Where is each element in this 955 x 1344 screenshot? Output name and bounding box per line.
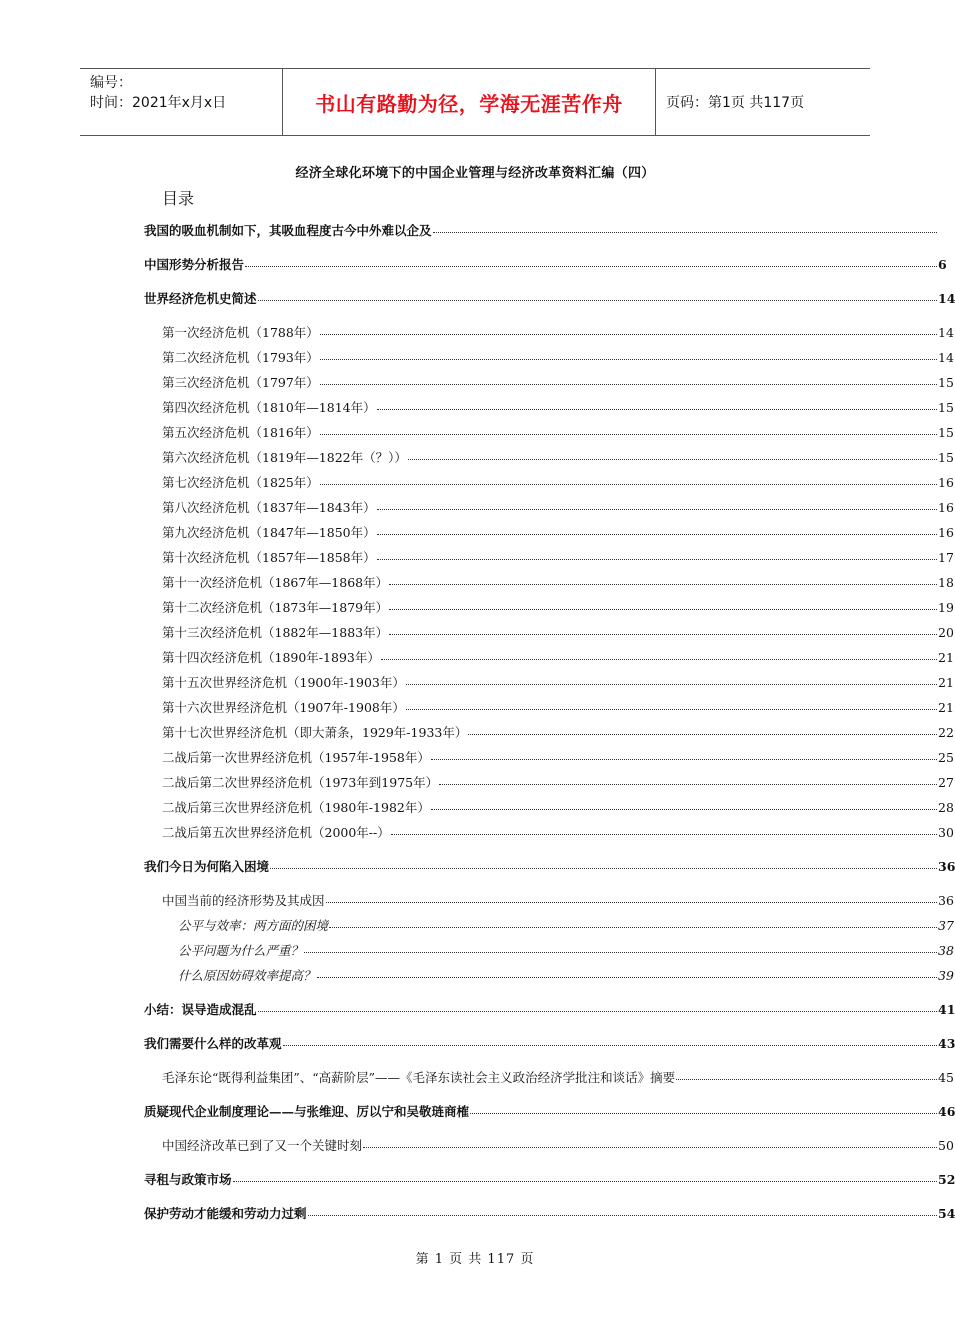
toc-leader-dots xyxy=(381,645,937,660)
toc-entry-text: 二战后第二次世界经济危机（1973年到1975年） xyxy=(162,775,439,790)
toc-page-number: 16 xyxy=(938,475,954,490)
motto: 书山有路勤为径，学海无涯苦作舟 xyxy=(315,91,623,116)
toc-leader-dots xyxy=(320,345,937,360)
toc-page-number: 28 xyxy=(938,800,954,815)
toc-entry[interactable] xyxy=(162,697,954,717)
toc-leader-dots xyxy=(468,720,937,735)
toc-entry-text: 第十一次经济危机（1867年—1868年） xyxy=(162,575,389,590)
toc-page-number: 20 xyxy=(938,625,954,640)
toc-entry-text: 第十四次经济危机（1890年-1893年） xyxy=(162,650,380,665)
toc-entry-text: 我们今日为何陷入困境 xyxy=(144,859,270,874)
toc-leader-dots xyxy=(391,820,937,835)
toc-entry[interactable] xyxy=(144,999,955,1019)
toc-page-number: 27 xyxy=(938,775,954,790)
toc-entry-text: 第十五次世界经济危机（1900年-1903年） xyxy=(162,675,405,690)
toc-page-number: 22 xyxy=(938,725,954,740)
toc-leader-dots xyxy=(377,545,937,560)
toc-page-number: 15 xyxy=(938,425,954,440)
toc-leader-dots xyxy=(329,913,937,928)
toc-entry-text: 第八次经济危机（1837年—1843年） xyxy=(162,500,376,515)
toc-entry[interactable] xyxy=(144,1203,955,1223)
toc-leader-dots xyxy=(245,252,937,267)
toc-entry[interactable] xyxy=(162,472,954,492)
toc-entry[interactable] xyxy=(162,772,954,792)
toc-entry[interactable] xyxy=(144,1101,955,1121)
toc-page-number: 38 xyxy=(938,943,954,958)
toc-page-number: 21 xyxy=(938,700,954,715)
toc-leader-dots xyxy=(389,570,937,585)
toc-page-number: 41 xyxy=(938,1002,955,1017)
toc-entry-text: 中国当前的经济形势及其成因 xyxy=(162,893,325,908)
toc-entry[interactable] xyxy=(178,915,954,935)
toc-leader-dots xyxy=(283,1031,937,1046)
toc-entry[interactable] xyxy=(144,220,950,240)
toc-entry[interactable] xyxy=(162,347,954,367)
toc-entry[interactable] xyxy=(144,254,950,274)
toc-page-number: 36 xyxy=(938,859,955,874)
toc-entry[interactable] xyxy=(162,747,954,767)
toc-entry[interactable] xyxy=(144,1033,955,1053)
toc-leader-dots xyxy=(326,888,937,903)
toc-entry-text: 毛泽东论“既得利益集团”、“高薪阶层”——《毛泽东读社会主义政治经济学批注和谈话》摘要 xyxy=(162,1070,676,1085)
toc-page-number: 21 xyxy=(938,675,954,690)
toc-entry[interactable] xyxy=(162,722,954,742)
toc-heading: 目录 xyxy=(162,189,195,208)
toc-entry-text: 什么原因妨碍效率提高？ xyxy=(178,968,316,983)
toc-entry-text: 公平问题为什么严重？ xyxy=(178,943,304,958)
toc-entry-text: 第四次经济危机（1810年—1814年） xyxy=(162,400,376,415)
page-footer: 第 1 页 共 117 页 xyxy=(415,1252,535,1267)
toc-entry-text: 世界经济危机史简述 xyxy=(144,291,257,306)
toc-entry-text: 第三次经济危机（1797年） xyxy=(162,375,319,390)
document-title: 经济全球化环境下的中国企业管理与经济改革资料汇编（四） xyxy=(295,166,655,181)
toc-leader-dots xyxy=(258,997,937,1012)
toc-entry[interactable] xyxy=(178,965,954,985)
toc-page-number: 36 xyxy=(938,893,954,908)
toc-entry-text: 第十次经济危机（1857年—1858年） xyxy=(162,550,376,565)
toc-entry[interactable] xyxy=(162,622,954,642)
toc-page-number: 19 xyxy=(938,600,954,615)
toc-page-number: 17 xyxy=(938,550,954,565)
toc-entry[interactable] xyxy=(162,647,954,667)
toc-page-number: 25 xyxy=(938,750,954,765)
toc-page-number: 52 xyxy=(938,1172,955,1187)
toc-entry-text: 第七次经济危机（1825年） xyxy=(162,475,319,490)
toc-leader-dots xyxy=(431,745,937,760)
toc-page-number: 14 xyxy=(938,325,954,340)
toc-entry[interactable] xyxy=(162,547,954,567)
toc-entry-text: 第一次经济危机（1788年） xyxy=(162,325,319,340)
toc-leader-dots xyxy=(320,320,937,335)
toc-leader-dots xyxy=(377,495,937,510)
time-label: 时间：2021年x月x日 xyxy=(90,95,227,111)
toc-entry-text: 中国形势分析报告 xyxy=(144,257,245,272)
toc-entry-text: 第五次经济危机（1816年） xyxy=(162,425,319,440)
toc-entry[interactable] xyxy=(162,447,954,467)
toc-entry[interactable] xyxy=(162,797,954,817)
toc-entry-text: 第十七次世界经济危机（即大萧条，1929年-1933年） xyxy=(162,725,468,740)
toc-page-number: 43 xyxy=(938,1036,955,1051)
toc-entry-text: 二战后第三次世界经济危机（1980年-1982年） xyxy=(162,800,430,815)
toc-page-number: 18 xyxy=(938,575,954,590)
toc-entry-text: 公平与效率：两方面的困境 xyxy=(178,918,329,933)
toc-leader-dots xyxy=(258,286,937,301)
toc-page-number: 50 xyxy=(938,1138,954,1153)
toc-leader-dots xyxy=(406,670,937,685)
toc-page-number: 15 xyxy=(938,450,954,465)
toc-leader-dots xyxy=(408,445,937,460)
toc-entry-text: 小结：误导造成混乱 xyxy=(144,1002,257,1017)
toc-leader-dots xyxy=(270,854,937,869)
toc-entry-text: 保护劳动才能缓和劳动力过剩 xyxy=(144,1206,307,1221)
toc-entry-text: 第六次经济危机（1819年—1822年（？）） xyxy=(162,450,407,465)
toc-leader-dots xyxy=(470,1099,937,1114)
toc-entry-text: 二战后第五次世界经济危机（2000年--） xyxy=(162,825,390,840)
toc-entry-text: 中国经济改革已到了又一个关键时刻 xyxy=(162,1138,363,1153)
toc-leader-dots xyxy=(389,595,937,610)
toc-leader-dots xyxy=(406,695,937,710)
toc-page-number: 14 xyxy=(938,350,954,365)
toc-entry[interactable] xyxy=(162,397,954,417)
toc-entry[interactable] xyxy=(162,890,954,910)
toc-entry-text: 第十三次经济危机（1882年—1883年） xyxy=(162,625,389,640)
toc-leader-dots xyxy=(320,370,937,385)
toc-leader-dots xyxy=(377,395,937,410)
page-code: 页码：第1页 共117页 xyxy=(666,95,805,111)
toc-entry[interactable] xyxy=(162,322,954,342)
toc-entry[interactable] xyxy=(162,597,954,617)
toc-entry-text: 质疑现代企业制度理论——与张维迎、厉以宁和吴敬琏商榷 xyxy=(144,1104,470,1119)
toc-page-number: 45 xyxy=(938,1070,954,1085)
toc-entry[interactable] xyxy=(162,1067,954,1087)
code-label: 编号： xyxy=(90,75,132,91)
toc-entry-text: 寻租与政策市场 xyxy=(144,1172,232,1187)
toc-page-number: 37 xyxy=(938,918,954,933)
toc-leader-dots xyxy=(317,963,937,978)
toc-page-number: 39 xyxy=(938,968,954,983)
toc-page-number: 21 xyxy=(938,650,954,665)
toc-leader-dots xyxy=(304,938,937,953)
toc-leader-dots xyxy=(439,770,937,785)
toc-leader-dots xyxy=(233,1167,937,1182)
toc-page-number: 16 xyxy=(938,500,954,515)
toc-leader-dots xyxy=(431,795,937,810)
toc-entry-text: 我国的吸血机制如下，其吸血程度古今中外难以企及 xyxy=(144,223,432,238)
toc-entry[interactable] xyxy=(144,1169,955,1189)
toc-leader-dots xyxy=(389,620,937,635)
toc-page-number: 6 xyxy=(938,257,947,272)
toc-page-number: 16 xyxy=(938,525,954,540)
toc-entry[interactable] xyxy=(162,422,954,442)
toc-page-number: 15 xyxy=(938,375,954,390)
toc-leader-dots xyxy=(377,520,937,535)
toc-leader-dots xyxy=(433,218,937,233)
toc-leader-dots xyxy=(363,1133,937,1148)
toc-entry[interactable] xyxy=(162,822,954,842)
toc-entry[interactable] xyxy=(144,856,955,876)
toc-entry-text: 第十二次经济危机（1873年—1879年） xyxy=(162,600,389,615)
toc-entry-text: 第十六次世界经济危机（1907年-1908年） xyxy=(162,700,405,715)
toc-entry[interactable] xyxy=(162,672,954,692)
toc-leader-dots xyxy=(320,420,937,435)
toc-entry-text: 第九次经济危机（1847年—1850年） xyxy=(162,525,376,540)
toc-entry[interactable] xyxy=(162,522,954,542)
toc-entry-text: 第二次经济危机（1793年） xyxy=(162,350,319,365)
toc-entry-text: 我们需要什么样的改革观 xyxy=(144,1036,282,1051)
toc-page-number: 54 xyxy=(938,1206,955,1221)
toc-page-number: 14 xyxy=(938,291,955,306)
toc-entry[interactable] xyxy=(162,572,954,592)
toc-entry[interactable] xyxy=(162,372,954,392)
toc-page-number: 15 xyxy=(938,400,954,415)
toc-leader-dots xyxy=(320,470,937,485)
toc-entry[interactable] xyxy=(162,497,954,517)
toc-leader-dots xyxy=(308,1201,937,1216)
toc-leader-dots xyxy=(676,1065,937,1080)
toc-entry[interactable] xyxy=(144,288,955,308)
toc-page-number: 46 xyxy=(938,1104,955,1119)
toc-entry[interactable] xyxy=(178,940,954,960)
toc-entry[interactable] xyxy=(162,1135,954,1155)
toc-page-number: 30 xyxy=(938,825,954,840)
toc-entry-text: 二战后第一次世界经济危机（1957年-1958年） xyxy=(162,750,430,765)
